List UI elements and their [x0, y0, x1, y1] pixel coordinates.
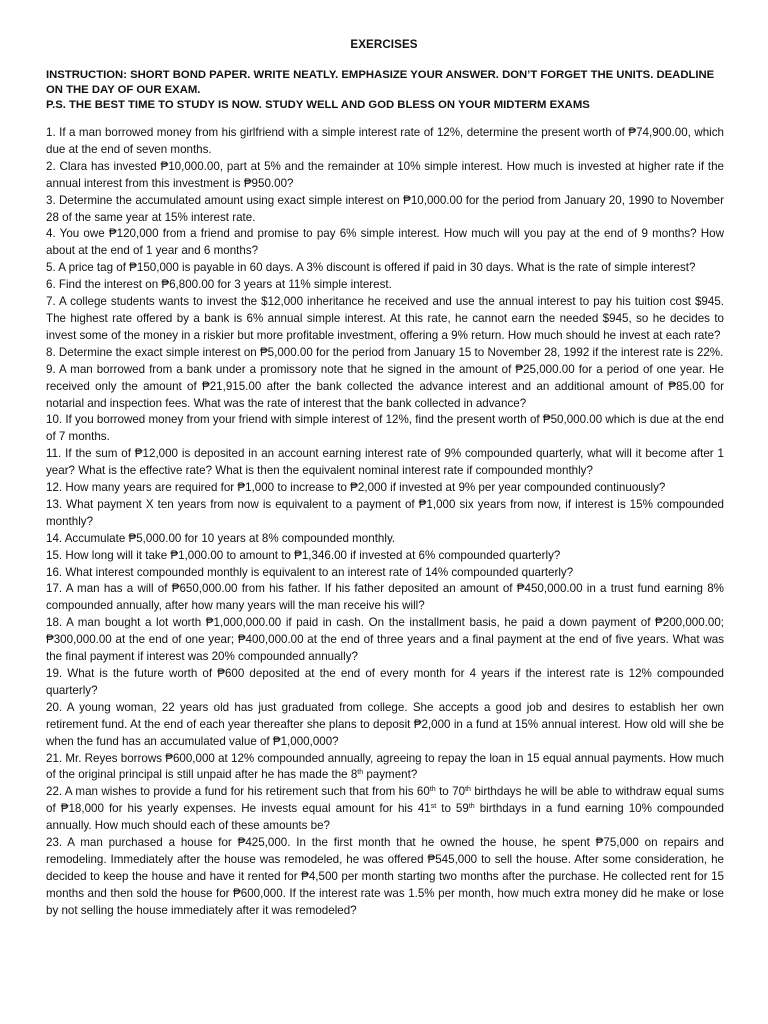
exercise-item: 11. If the sum of ₱12,000 is deposited in an account earning interest rate of 9% compounded quarterly, what will it become after 1 year? What is the effective rate? What is then the equivalent nominal interest rate if compounded monthly? — [46, 447, 724, 478]
text-run: to 70 — [435, 785, 466, 799]
text-run: birthdays in a fund earning 10% compounded annually. How much should each of these amounts be? — [46, 802, 724, 833]
exercise-item: 13. What payment X ten years from now is equivalent to a payment of ₱1,000 six years from now, if interest is 15% compounded monthly? — [46, 497, 724, 528]
exercise-item: 16. What interest compounded monthly is equivalent to an interest rate of 14% compounded quarterly? — [46, 565, 574, 579]
exercise-item-21 — [46, 751, 724, 785]
instruction-line: P.S. THE BEST TIME TO STUDY IS NOW. STUDY WELL AND GOD BLESS ON YOUR MIDTERM EXAMS — [46, 99, 590, 111]
ordinal-suffix: th — [465, 786, 471, 794]
exercise-item: 1. If a man borrowed money from his girlfriend with a simple interest rate of 12%, determine the present worth of ₱74,900.00, which due at the end of seven months. — [46, 126, 724, 156]
exercise-item: 23. A man purchased a house for ₱425,000. In the first month that he owned the house, he spent ₱75,000 on repairs and remodeling. Immediately after the house was remodeled, he was offered ₱545,000 to sell the house. After some consideration, he decided to keep the house and have it rented for ₱4,500 per month starting two months after the purchase. He collected rent for 15 months and then sold the house for ₱600,000. If the interest rate was 1.5% per month, how much extra money did he make or lose by not selling the house immediately after it was remodeled? — [46, 836, 724, 917]
exercise-item: 7. A college students wants to invest the $12,000 inheritance he received and use the annual interest to pay his tuition cost $945. The highest rate offered by a bank is 6% annual simple interest. At this rate, he cannot earn the needed $945, so he decides to invest some of the money in a riskier but more profitable investment, offering a 9% return. How much should he invest at each rate? — [46, 295, 724, 342]
exercise-item: 5. A price tag of ₱150,000 is payable in 60 days. A 3% discount is offered if paid in 30 days. What is the rate of simple interest? — [46, 261, 696, 275]
exercise-item: 10. If you borrowed money from your friend with simple interest of 12%, find the present worth of ₱50,000.00 which is due at the end of 7 months. — [46, 413, 724, 444]
exercise-item: 8. Determine the exact simple interest on ₱5,000.00 for the period from January 15 to November 28, 1992 if the interest rate is 22%. — [46, 345, 724, 359]
text-run: 22. A man wishes to provide a fund for his retirement such that from his 60 — [46, 785, 430, 799]
text-run: payment? — [363, 768, 418, 782]
exercise-list — [46, 125, 724, 920]
exercise-item: 3. Determine the accumulated amount using exact simple interest on ₱10,000.00 for the period from January 20, 1990 to November 28 of the same year at 15% interest rate. — [46, 193, 724, 224]
exercise-item: 2. Clara has invested ₱10,000.00, part at 5% and the remainder at 10% simple interest. How much is invested at higher rate if the annual interest from this investment is ₱950.00? — [46, 159, 724, 190]
exercise-item: 17. A man has a will of ₱650,000.00 from his father. If his father deposited an amount of ₱450,000.00 in a trust fund earning 8% compounded annually, after how many years will the man receive his will? — [46, 582, 724, 613]
page-title: EXERCISES — [350, 38, 418, 51]
exercise-item-22 — [46, 784, 724, 835]
exercise-item: 12. How many years are required for ₱1,000 to increase to ₱2,000 if invested at 9% per year compounded continuously? — [46, 481, 666, 495]
exercise-item: 6. Find the interest on ₱6,800.00 for 3 years at 11% simple interest. — [46, 278, 392, 292]
exercise-item: 15. How long will it take ₱1,000.00 to amount to ₱1,346.00 if invested at 6% compounded quarterly? — [46, 548, 561, 562]
instructions — [46, 68, 726, 113]
exercise-item: 14. Accumulate ₱5,000.00 for 10 years at 8% compounded monthly. — [46, 531, 396, 545]
exercise-item: 19. What is the future worth of ₱600 deposited at the end of every month for 4 years if the interest rate is 12% compounded quarterly? — [46, 667, 724, 697]
instruction-line: INSTRUCTION: SHORT BOND PAPER. WRITE NEATLY. EMPHASIZE YOUR ANSWER. DON’T FORGET THE UNITS. DEADLINE ON THE DAY OF OUR EXAM. — [46, 69, 715, 96]
text-run: 21. Mr. Reyes borrows ₱600,000 at 12% compounded annually, agreeing to repay the loan in 15 equal annual payments. How much of the original principal is still unpaid after he has made the 8 — [46, 751, 724, 782]
exercise-item: 18. A man bought a lot worth ₱1,000,000.00 if paid in cash. On the installment basis, he paid a down payment of ₱200,000.00; ₱300,000.00 at the end of one year; ₱400,000.00 at the end of three years and a final payment at the end of five years. What was the final payment if interest was 20% compounded annually? — [46, 616, 724, 664]
exercise-item: 20. A young woman, 22 years old has just graduated from college. She accepts a good job and desires to establish her own retirement fund. At the end of each year thereafter she plans to deposit ₱2,000 in a fund at 15% annual interest. How old will she be when the fund has an accumulated value of ₱1,000,000? — [46, 700, 724, 748]
ordinal-suffix: th — [357, 769, 364, 777]
ordinal-suffix: th — [429, 786, 436, 794]
exercise-item: 9. A man borrowed from a bank under a promissory note that he signed in the amount of ₱25,000.00 for a period of one year. He received only the amount of ₱21,915.00 after the bank collected the advance interest and an additional amount of ₱85.00 for notarial and inspection fees. What was the rate of interest that the bank collected in advance? — [46, 362, 724, 410]
ordinal-suffix: th — [468, 803, 475, 811]
text-run: to 59 — [436, 802, 469, 816]
text-run: birthdays he will be able to withdraw equal sums of ₱18,000 for his yearly expenses. He invests equal amount for his 41 — [46, 785, 725, 816]
exercise-item: 4. You owe ₱120,000 from a friend and promise to pay 6% simple interest. How much will you pay at the end of 9 months? How about at the end of 1 year and 6 months? — [46, 227, 724, 258]
ordinal-suffix: st — [430, 803, 437, 811]
